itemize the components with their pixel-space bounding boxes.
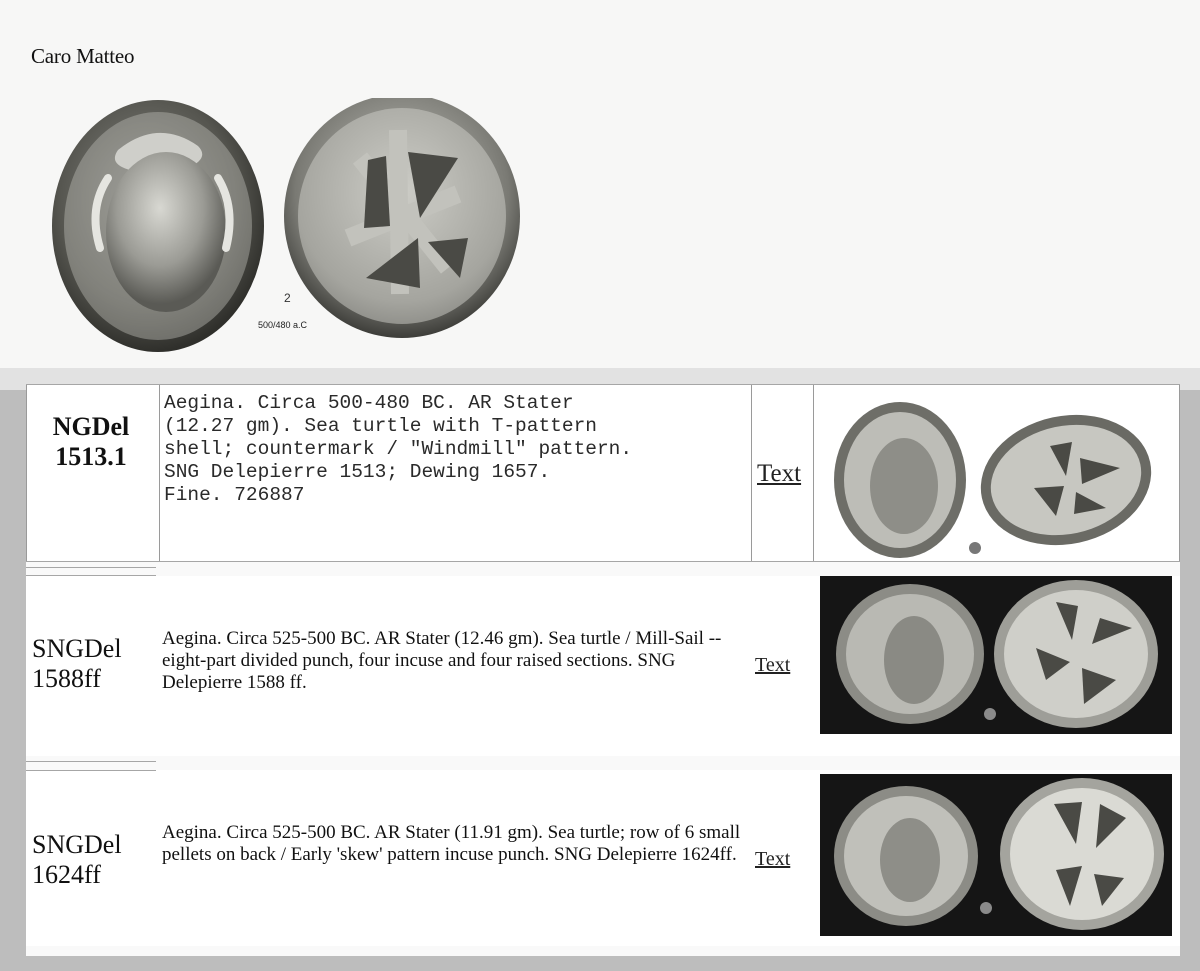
table-row — [26, 384, 1180, 562]
coin-description: Aegina. Circa 525-500 BC. AR Stater (11.91 gm). Sea turtle; row of 6 small pellets on back / Early 'skew' pattern incuse punch. SNG Delepierre 1624ff. — [162, 822, 741, 865]
row-divider — [26, 561, 1180, 562]
row-divider — [26, 575, 156, 576]
coin-description: Aegina. Circa 525-500 BC. AR Stater (12.46 gm). Sea turtle / Mill-Sail -- eight-part divided punch, four incuse and four raised sections. SNG Delepierre 1588 ff. — [162, 628, 722, 693]
reference-id: NGDel 1513.1 — [52, 412, 130, 471]
coin-thumbnail — [820, 388, 1176, 560]
greeting: Caro Matteo — [31, 44, 135, 68]
coin-photo — [48, 98, 528, 358]
plate-number: 2 — [284, 291, 291, 305]
row-divider — [26, 761, 156, 762]
coin-description: Aegina. Circa 500-480 BC. AR Stater (12.27 gm). Sea turtle with T-pattern shell; countermark / "Windmill" pattern. SNG Delepierre 1513; Dewing 1657. Fine. 726887 — [164, 392, 633, 506]
column-divider — [813, 384, 814, 562]
column-divider — [751, 384, 752, 562]
text-link[interactable]: Text — [755, 848, 791, 870]
table-row — [26, 770, 1180, 946]
coin-table — [0, 368, 1200, 971]
reference-id: SNGDel 1624ff — [32, 830, 122, 889]
reference-id: SNGDel 1588ff — [32, 634, 122, 693]
coin-thumbnail — [820, 774, 1172, 936]
text-link[interactable]: Text — [757, 460, 802, 487]
table-row — [26, 576, 1180, 756]
table-panel — [26, 384, 1180, 956]
reverse-coin — [284, 98, 520, 338]
column-divider — [26, 384, 27, 562]
date-caption: 500/480 a.C — [258, 320, 308, 330]
obverse-coin — [52, 100, 264, 352]
text-link[interactable]: Text — [755, 654, 791, 676]
row-divider — [26, 384, 1180, 385]
row-divider — [26, 770, 156, 771]
column-divider — [159, 384, 160, 562]
column-divider — [1179, 384, 1180, 562]
coin-thumbnail — [820, 576, 1172, 734]
row-divider — [26, 567, 156, 568]
